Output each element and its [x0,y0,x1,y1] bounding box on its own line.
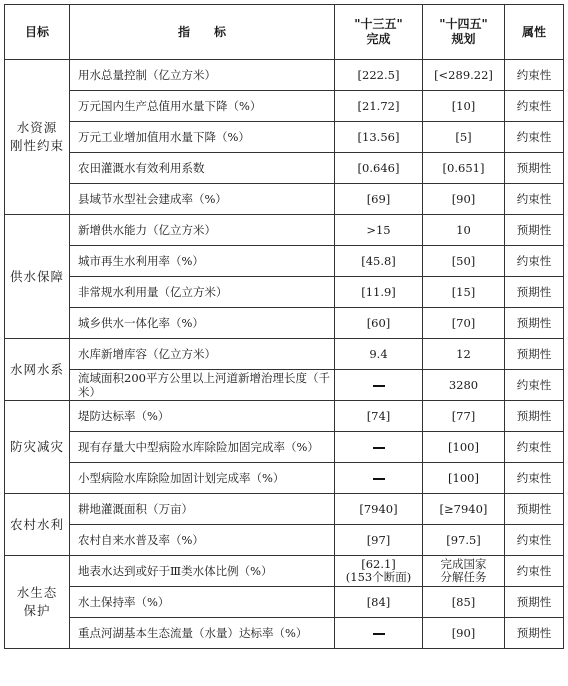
done-13-cell: [11.9] [335,277,423,308]
attribute-cell: 约束性 [505,91,564,122]
group-target: 水资源 刚性约束 [5,60,70,215]
dash-mark [373,385,385,387]
table-row [5,556,564,587]
table-row [5,525,564,556]
indicator-cell: 水库新增库容（亿立方米） [70,339,335,370]
attribute-cell: 约束性 [505,525,564,556]
attribute-cell: 预期性 [505,215,564,246]
done-13-cell: [21.72] [335,91,423,122]
plan-14-cell: [15] [423,277,505,308]
table-row [5,246,564,277]
done-13-cell: [7940] [335,494,423,525]
attribute-cell: 约束性 [505,463,564,494]
indicator-cell: 城乡供水一体化率（%） [70,308,335,339]
attribute-cell: 预期性 [505,494,564,525]
attribute-cell: 预期性 [505,339,564,370]
table-row [5,215,564,246]
table-row [5,277,564,308]
table-row [5,308,564,339]
indicator-cell: 城市再生水利用率（%） [70,246,335,277]
group-target: 水生态 保护 [5,556,70,649]
table-row [5,370,564,401]
indicator-table [4,4,564,649]
attribute-cell: 预期性 [505,587,564,618]
header-row [5,5,564,60]
plan-14-cell: 10 [423,215,505,246]
indicator-cell: 农村自来水普及率（%） [70,525,335,556]
header-target: 目标 [5,5,70,60]
indicator-cell: 新增供水能力（亿立方米） [70,215,335,246]
plan-14-cell: [90] [423,618,505,649]
table-row [5,587,564,618]
header-done-13: "十三五" 完成 [335,5,423,60]
attribute-cell: 预期性 [505,277,564,308]
plan-14-cell: [10] [423,91,505,122]
indicator-cell: 堤防达标率（%） [70,401,335,432]
plan-14-cell: [100] [423,432,505,463]
table-row [5,60,564,91]
header-indicator: 指 标 [70,5,335,60]
attribute-cell: 约束性 [505,122,564,153]
table-row [5,339,564,370]
attribute-cell: 预期性 [505,401,564,432]
done-13-cell: [74] [335,401,423,432]
indicator-cell: 万元国内生产总值用水量下降（%） [70,91,335,122]
attribute-cell: 约束性 [505,556,564,587]
header-attribute: 属性 [505,5,564,60]
done-13-cell: [62.1] (153个断面) [335,556,423,587]
plan-14-cell: [77] [423,401,505,432]
indicator-cell: 用水总量控制（亿立方米） [70,60,335,91]
attribute-cell: 约束性 [505,432,564,463]
plan-14-cell: [85] [423,587,505,618]
indicator-cell: 县域节水型社会建成率（%） [70,184,335,215]
attribute-cell: 约束性 [505,370,564,401]
plan-14-cell: 12 [423,339,505,370]
attribute-cell: 约束性 [505,184,564,215]
plan-14-cell: [<289.22] [423,60,505,91]
indicator-cell: 农田灌溉水有效利用系数 [70,153,335,184]
indicator-cell: 现有存量大中型病险水库除险加固完成率（%） [70,432,335,463]
group-target: 农村水利 [5,494,70,556]
plan-14-cell: [50] [423,246,505,277]
done-13-cell [335,432,423,463]
indicator-cell: 小型病险水库除险加固计划完成率（%） [70,463,335,494]
plan-14-cell: 完成国家 分解任务 [423,556,505,587]
done-13-cell [335,463,423,494]
table-row [5,618,564,649]
plan-14-cell: [5] [423,122,505,153]
indicator-cell: 水土保持率（%） [70,587,335,618]
group-target: 供水保障 [5,215,70,339]
table-row [5,91,564,122]
dash-mark [373,633,385,635]
attribute-cell: 约束性 [505,60,564,91]
indicator-cell: 万元工业增加值用水量下降（%） [70,122,335,153]
plan-14-cell: [100] [423,463,505,494]
plan-14-cell: [70] [423,308,505,339]
done-13-cell: [60] [335,308,423,339]
plan-14-cell: [97.5] [423,525,505,556]
attribute-cell: 预期性 [505,618,564,649]
done-13-cell: [45.8] [335,246,423,277]
done-13-cell: [84] [335,587,423,618]
indicator-cell: 重点河湖基本生态流量（水量）达标率（%） [70,618,335,649]
done-13-cell: [222.5] [335,60,423,91]
plan-14-cell: 3280 [423,370,505,401]
done-13-cell: >15 [335,215,423,246]
table-row [5,432,564,463]
indicator-cell: 耕地灌溉面积（万亩） [70,494,335,525]
indicator-cell: 非常规水利用量（亿立方米） [70,277,335,308]
table-row [5,122,564,153]
attribute-cell: 预期性 [505,153,564,184]
done-13-cell: [0.646] [335,153,423,184]
plan-14-cell: [≥7940] [423,494,505,525]
attribute-cell: 预期性 [505,308,564,339]
done-13-cell: [69] [335,184,423,215]
done-13-cell: 9.4 [335,339,423,370]
group-target: 水网水系 [5,339,70,401]
attribute-cell: 约束性 [505,246,564,277]
done-13-cell: [97] [335,525,423,556]
table-row [5,463,564,494]
table-row [5,494,564,525]
table-row [5,401,564,432]
done-13-cell: [13.56] [335,122,423,153]
group-target: 防灾减灾 [5,401,70,494]
dash-mark [373,478,385,480]
indicator-cell: 流域面积200平方公里以上河道新增治理长度（千米） [70,370,335,401]
dash-mark [373,447,385,449]
done-13-cell [335,370,423,401]
header-plan-14: "十四五" 规划 [423,5,505,60]
table-row [5,184,564,215]
done-13-cell [335,618,423,649]
plan-14-cell: [0.651] [423,153,505,184]
indicator-cell: 地表水达到或好于Ⅲ类水体比例（%） [70,556,335,587]
table-row [5,153,564,184]
plan-14-cell: [90] [423,184,505,215]
